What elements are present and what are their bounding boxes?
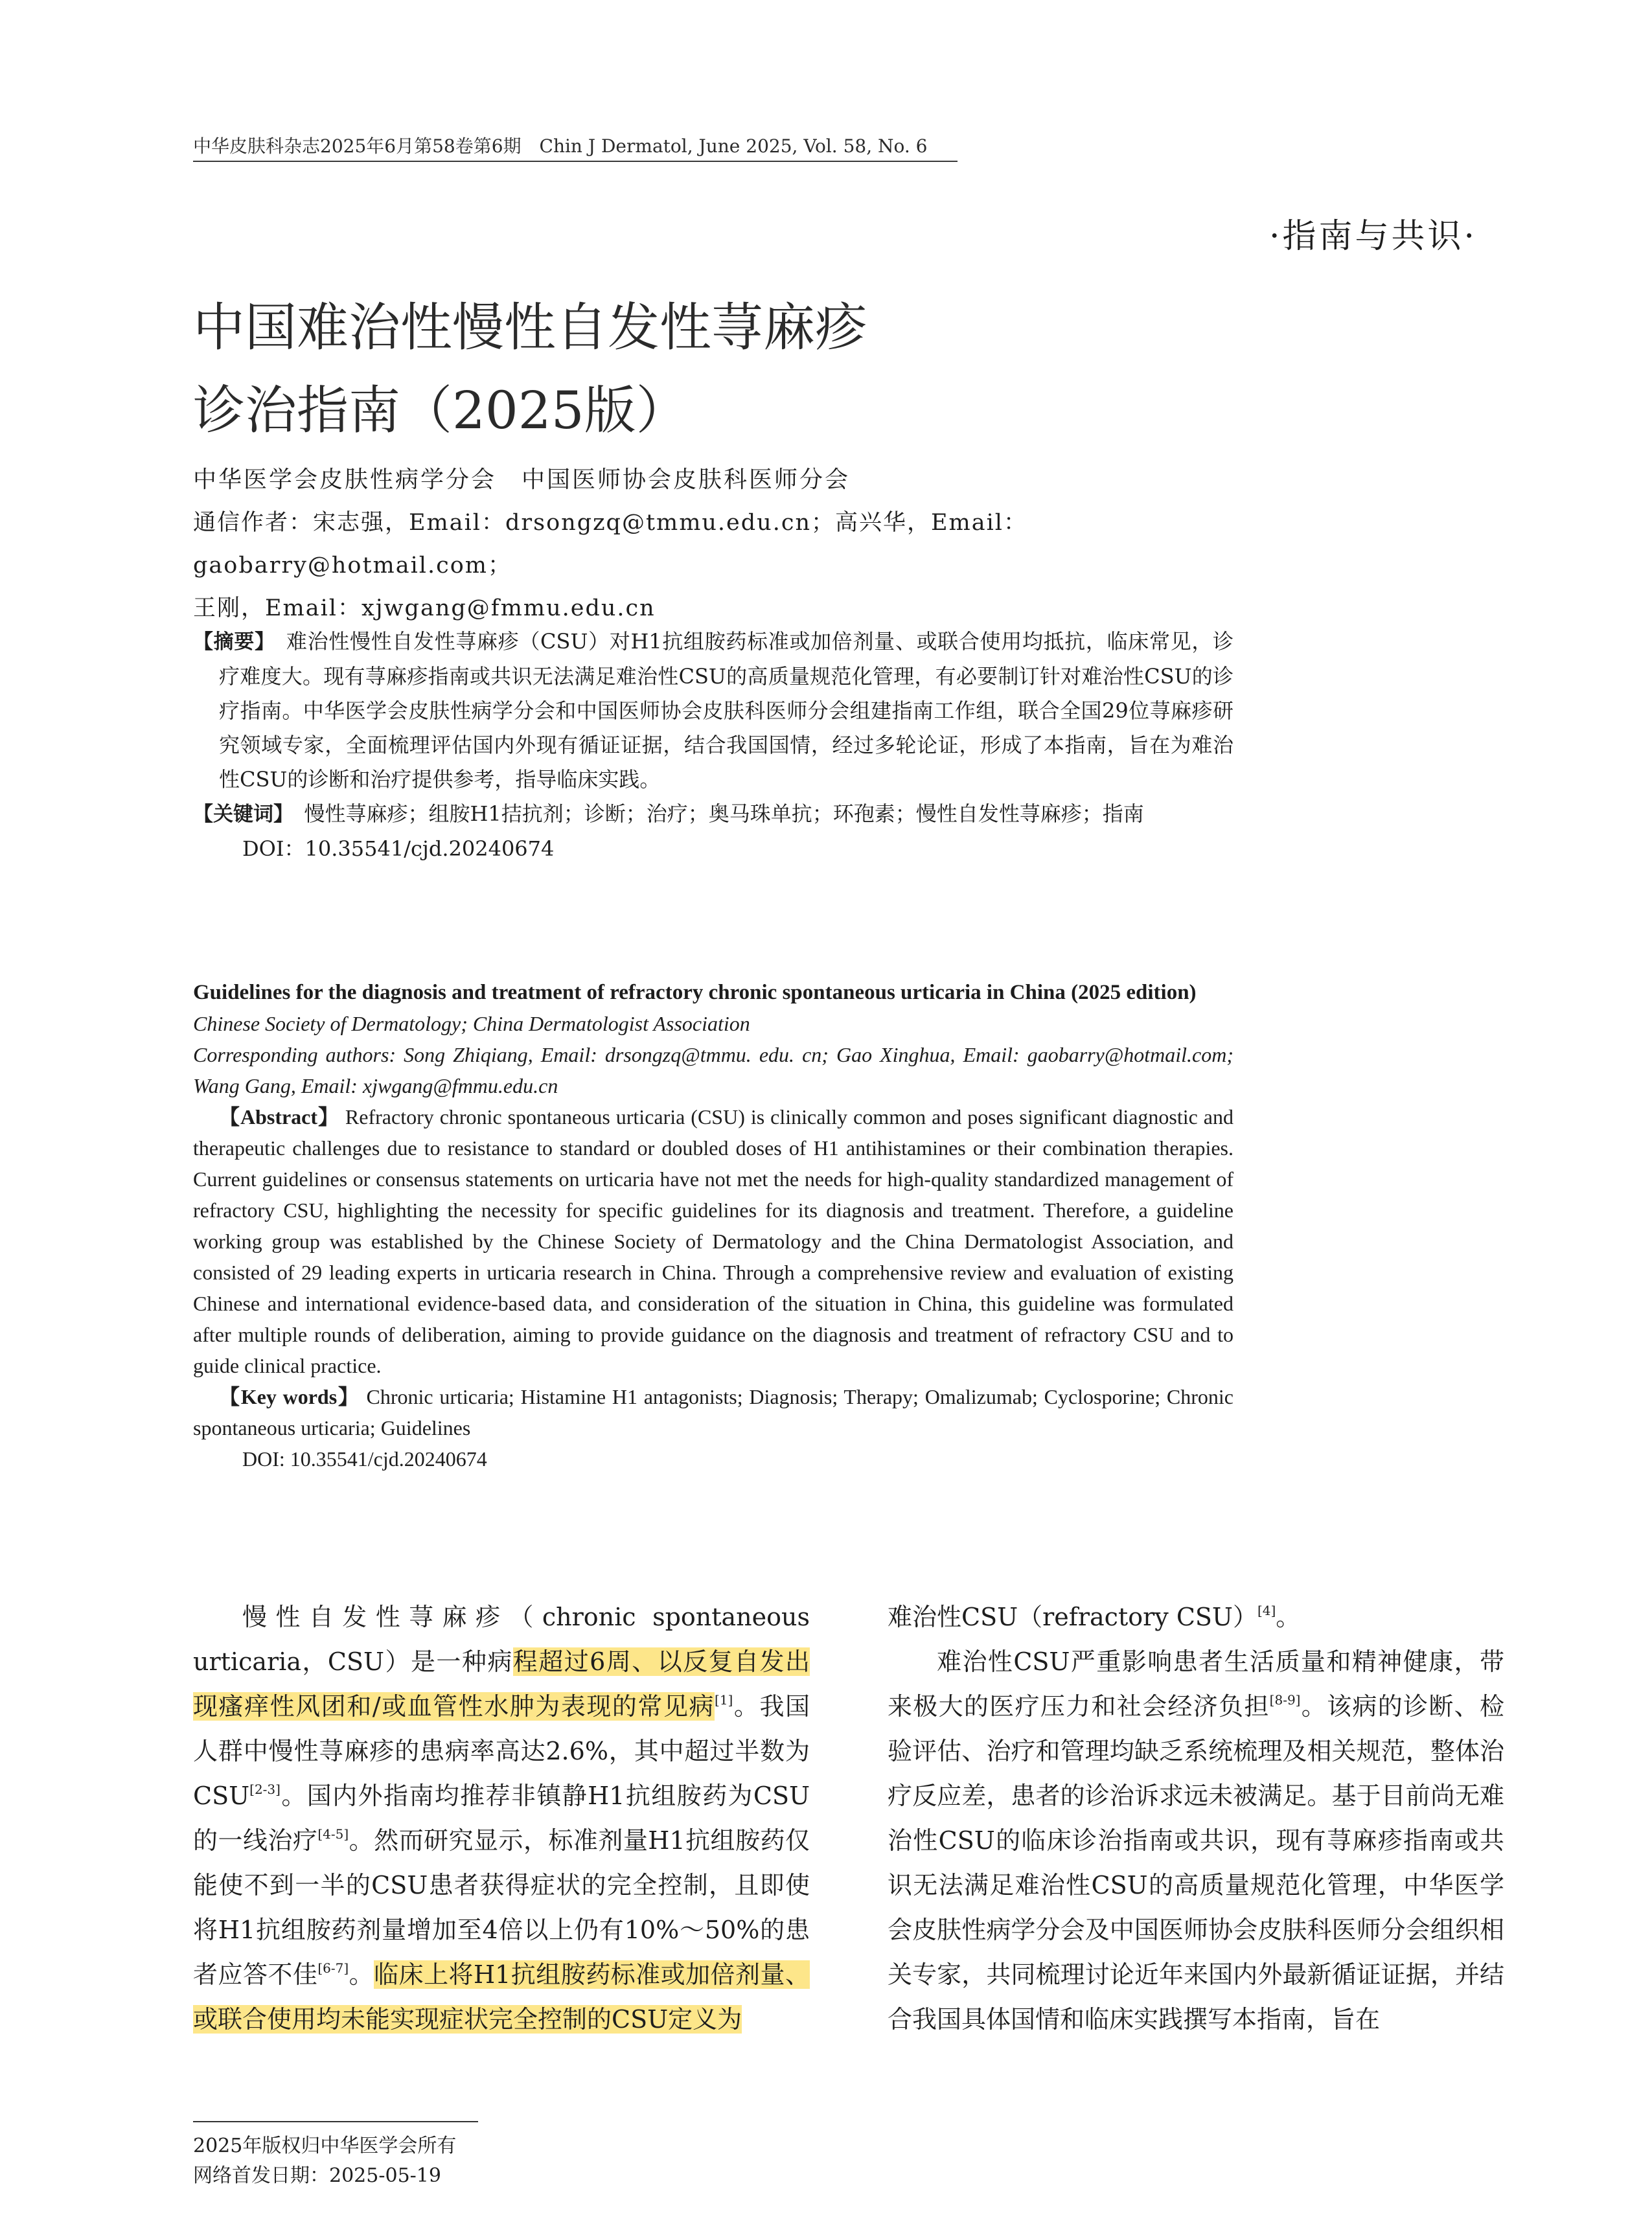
english-abstract-label: 【Abstract】 — [219, 1105, 339, 1129]
english-title: Guidelines for the diagnosis and treatment of refractory chronic spontaneous urticaria in China (2025 edition) — [193, 981, 1197, 1004]
online-date: 网络首发日期：2025-05-19 — [193, 2164, 441, 2187]
header-rule — [193, 161, 958, 162]
authors: 中华医学会皮肤性病学分会 中国医师协会皮肤科医师分会 — [193, 466, 851, 493]
corresponding-line-1: 通信作者：宋志强，Email：drsongzq@tmmu.edu.cn；高兴华，Email：gaobarry@hotmail.com； — [193, 510, 1027, 579]
running-header: 中华皮肤科杂志2025年6月第58卷第6期 Chin J Dermatol, June 2025, Vol. 58, No. 6 — [193, 135, 928, 157]
body-text: 。 — [349, 1960, 374, 1989]
highlight-1: 程超过6周、以反复自发出现瘙痒性风团和/或血管性水肿为表现的常见病 — [193, 1647, 810, 1721]
corresponding-line-2: 王刚，Email：xjwgang@fmmu.edu.cn — [193, 595, 656, 621]
english-abstract-text: Refractory chronic spontaneous urticaria (CSU) is clinically common and poses significant diagnostic and therapeutic challenges due to resistance to standard or doubled doses of H1 antihistamines or their combination therapies. Current guidelines or consensus statements on urticaria have not met the needs for high-quality standardized management of refractory CSU, highlighting the necessity for specific guidelines for its diagnosis and treatment. Therefore, a guideline working group was established by the Chinese Society of Dermatology and the China Dermatologist Association, and consisted of 29 leading experts in urticaria research in China. Through a comprehensive review and evaluation of existing Chinese and international evidence-based data, and consideration of the situation in China, this guideline was formulated after multiple rounds of deliberation, aiming to provide guidance on the diagnosis and treatment of refractory CSU and to guide clinical practice. — [193, 1105, 1234, 1377]
body-text: 难治性CSU（refractory CSU） — [888, 1603, 1257, 1631]
english-abstract-block — [193, 977, 1233, 1474]
body-text: 。该病的诊断、检验评估、治疗和管理均缺乏系统梳理及相关规范，整体治疗反应差，患者的诊治诉求远未被满足。基于目前尚无难治性CSU的临床诊治指南或共识，现有荨麻疹指南或共识无法满足难治性CSU的高质量规范化管理，中华医学会皮肤性病学分会及中国医师协会皮肤科医师分会组织相关专家，共同梳理讨论近年来国内外最新循证证据，并结合我国具体国情和临床实践撰写本指南，旨在 — [888, 1692, 1504, 2034]
body-paragraph-1 — [193, 1595, 810, 2042]
doi-cn: DOI：10.35541/cjd.20240674 — [242, 836, 555, 861]
english-corresponding: Corresponding authors: Song Zhiqiang, Email: drsongzq@tmmu. edu. cn; Gao Xinghua, Email: gaobarry@hotmail.com; Wang Gang, Email: xjwgang@fmmu.edu.cn — [193, 1043, 1233, 1097]
ref: [1] — [715, 1692, 733, 1708]
footer-rule — [193, 2121, 478, 2122]
body-text: 慢性自发性荨麻疹（chronic spontaneous urticaria，CSU）是一种病 — [193, 1603, 810, 1676]
ref: [6-7] — [317, 1960, 349, 1976]
body-left-column — [193, 1595, 810, 2042]
english-keywords-label: 【Key words】 — [219, 1385, 360, 1408]
copyright: 2025年版权归中华医学会所有 — [193, 2135, 457, 2157]
body-text: 。国内外指南均推荐非镇静H1抗组胺药为CSU的一线治疗 — [193, 1782, 810, 1855]
body-text: 难治性CSU严重影响患者生活质量和精神健康，带来极大的医疗压力和社会经济负担 — [888, 1647, 1504, 1721]
english-keywords-text: Chronic urticaria; Histamine H1 antagonists; Diagnosis; Therapy; Omalizumab; Cyclosporine; Chronic spontaneous urticaria; Guidelines — [193, 1385, 1234, 1439]
chinese-abstract — [193, 625, 1233, 866]
ref: [4] — [1257, 1603, 1276, 1618]
highlight-2: 临床上将H1抗组胺药标准或加倍剂量、或联合使用均未能实现症状完全控制的CSU定义为 — [193, 1960, 810, 2034]
body-text: 。 — [1276, 1603, 1301, 1631]
body-right-column — [888, 1595, 1504, 2042]
title-line-1: 中国难治性慢性自发性荨麻疹 — [193, 297, 867, 358]
doi-en: DOI: 10.35541/cjd.20240674 — [242, 1447, 487, 1471]
body-paragraph-continued — [888, 1595, 1504, 1640]
title-line-2: 诊治指南（2025版） — [193, 380, 688, 441]
column-label: ·指南与共识· — [1268, 217, 1477, 256]
body-text: 。我国人群中慢性荨麻疹的患病率高达2.6%，其中超过半数为CSU — [193, 1692, 810, 1810]
abstract-label: 【摘要】 — [193, 630, 266, 654]
corresponding-authors — [193, 501, 1256, 630]
article-title — [193, 286, 867, 452]
abstract-text: 难治性慢性自发性荨麻疹（CSU）对H1抗组胺药标准或加倍剂量、或联合使用均抵抗，临床常见，诊疗难度大。现有荨麻疹指南或共识无法满足难治性CSU的高质量规范化管理，有必要制订针对难治性CSU的诊疗指南。中华医学会皮肤性病学分会和中国医师协会皮肤科医师分会组建指南工作组，联合全国29位荨麻疹研究领域专家，全面梳理评估国内外现有循证证据，结合我国国情，经过多轮论证，形成了本指南，旨在为难治性CSU的诊断和治疗提供参考，指导临床实践。 — [219, 629, 1233, 792]
english-affiliation: Chinese Society of Dermatology; China Dermatologist Association — [193, 1012, 750, 1035]
keywords-text: 慢性荨麻疹；组胺H1拮抗剂；诊断；治疗；奥马珠单抗；环孢素；慢性自发性荨麻疹；指南 — [304, 801, 1144, 826]
ref: [8-9] — [1269, 1692, 1301, 1708]
ref: [2-3] — [249, 1782, 281, 1797]
ref: [4-5] — [317, 1826, 349, 1842]
keywords-label: 【关键词】 — [193, 803, 284, 826]
body-paragraph-2 — [888, 1640, 1504, 2042]
body-text: 。然而研究显示，标准剂量H1抗组胺药仅能使不到一半的CSU患者获得症状的完全控制，且即使将H1抗组胺药剂量增加至4倍以上仍有10%～50%的患者应答不佳 — [193, 1826, 810, 1989]
footer — [193, 2131, 456, 2191]
